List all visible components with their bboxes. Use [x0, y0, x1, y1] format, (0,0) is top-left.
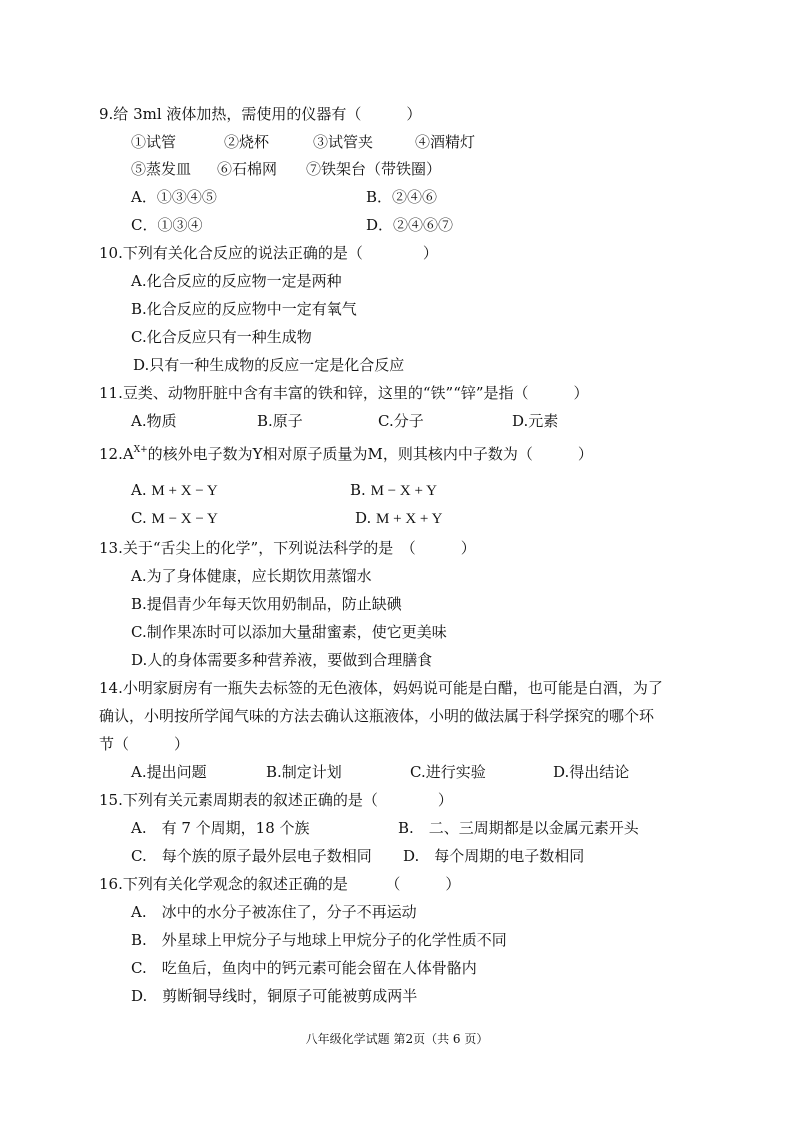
- q12-option-a-expr: M + X − Y: [151, 483, 218, 499]
- q16-option-d: D. 剪断铜导线时，铜原子可能被剪成两半: [131, 987, 418, 1005]
- q12-ion-symbol: A: [122, 445, 134, 463]
- q12-option-d-letter: D.: [355, 509, 372, 527]
- q13-option-c: C.制作果冻时可以添加大量甜蜜素，使它更美味: [131, 623, 447, 641]
- q9-instrument-4: ④酒精灯: [415, 133, 476, 151]
- q12-stem-text: 的核外电子数为Y相对原子质量为M，则其核内中子数为（ ）: [147, 445, 593, 463]
- question-10-stem: 10.下列有关化合反应的说法正确的是（ ）: [99, 244, 438, 262]
- question-12-stem: $12.A^{X+}$的核外电子数为Y相对原子质量为M，则其核内中子数为（ ）: [99, 445, 593, 463]
- q14-option-a: A.提出问题: [131, 763, 207, 781]
- q14-option-b: B.制定计划: [266, 763, 342, 781]
- question-14-stem-line-1: 14.小明家厨房有一瓶失去标签的无色液体，妈妈说可能是白醋，也可能是白酒，为了: [99, 679, 663, 697]
- q10-option-b: B.化合反应的反应物中一定有氧气: [131, 300, 357, 318]
- q9-instrument-5: ⑤蒸发皿: [131, 160, 192, 178]
- q9-option-c: C．①③④: [131, 216, 203, 234]
- q10-option-d: D.只有一种生成物的反应一定是化合反应: [133, 356, 405, 374]
- q16-option-c: C. 吃鱼后，鱼肉中的钙元素可能会留在人体骨骼内: [131, 959, 477, 977]
- q12-option-c: [131, 508, 218, 529]
- question-14-stem-line-2: 确认，小明按所学闻气味的方法去确认这瓶液体，小明的做法属于科学探究的哪个环: [99, 707, 655, 725]
- question-14-stem-line-3: 节（ ）: [99, 735, 190, 753]
- q9-instrument-6: ⑥石棉网: [217, 160, 278, 178]
- page-footer: 八年级化学试题 第2页（共 6 页）: [305, 1032, 489, 1046]
- q12-ion-charge: X+: [133, 445, 148, 455]
- q14-option-c: C.进行实验: [410, 763, 486, 781]
- q12-option-d: [355, 508, 442, 529]
- q9-instrument-3: ③试管夹: [313, 133, 374, 151]
- question-16-stem: 16.下列有关化学观念的叙述正确的是 （ ）: [99, 875, 461, 893]
- q11-option-a: A.物质: [131, 412, 177, 430]
- q12-option-c-expr: M − X − Y: [151, 511, 218, 527]
- q11-option-c: C.分子: [378, 412, 424, 430]
- question-9-stem: 9.给 3ml 液体加热，需使用的仪器有（ ）: [99, 105, 422, 123]
- q15-option-c: C. 每个族的原子最外层电子数相同: [131, 847, 372, 865]
- q13-option-b: B.提倡青少年每天饮用奶制品，防止缺碘: [131, 595, 402, 613]
- q9-option-a: A．①③④⑤: [131, 188, 217, 206]
- q15-option-d: D. 每个周期的电子数相同: [403, 847, 585, 865]
- q9-option-b: B．②④⑥: [366, 188, 438, 206]
- q13-option-a: A.为了身体健康，应长期饮用蒸馏水: [131, 567, 372, 585]
- q16-option-b: B. 外星球上甲烷分子与地球上甲烷分子的化学性质不同: [131, 931, 507, 949]
- q15-option-b: B. 二、三周期都是以金属元素开头: [398, 819, 639, 837]
- q10-option-c: C.化合反应只有一种生成物: [131, 328, 312, 346]
- q9-instrument-1: ①试管: [131, 133, 177, 151]
- question-15-stem: 15.下列有关元素周期表的叙述正确的是（ ）: [99, 791, 453, 809]
- q13-option-d: D.人的身体需要多种营养液，要做到合理膳食: [131, 651, 433, 669]
- q14-option-d: D.得出结论: [553, 763, 630, 781]
- q12-option-a: [131, 480, 218, 501]
- q9-option-d: D．②④⑥⑦: [366, 216, 454, 234]
- q10-option-a: A.化合反应的反应物一定是两种: [131, 272, 342, 290]
- question-11-stem: 11.豆类、动物肝脏中含有丰富的铁和锌，这里的“铁”“锌”是指（ ）: [99, 384, 589, 402]
- q12-option-d-expr: M + X + Y: [376, 511, 443, 527]
- q12-option-b-letter: B.: [350, 481, 366, 499]
- q9-instrument-2: ②烧杯: [224, 133, 270, 151]
- q16-option-a: A. 冰中的水分子被冻住了，分子不再运动: [131, 903, 417, 921]
- question-13-stem: 13.关于“舌尖上的化学”，下列说法科学的是 （ ）: [99, 539, 476, 557]
- q11-option-b: B.原子: [257, 412, 303, 430]
- q12-option-a-letter: A.: [131, 481, 147, 499]
- q12-option-b-expr: M − X + Y: [370, 483, 437, 499]
- q15-option-a: A. 有 7 个周期，18 个族: [131, 819, 310, 837]
- q12-option-b: [350, 480, 437, 501]
- q12-option-c-letter: C.: [131, 509, 147, 527]
- q11-option-d: D.元素: [512, 412, 559, 430]
- q9-instrument-7: ⑦铁架台（带铁圈）: [306, 160, 442, 178]
